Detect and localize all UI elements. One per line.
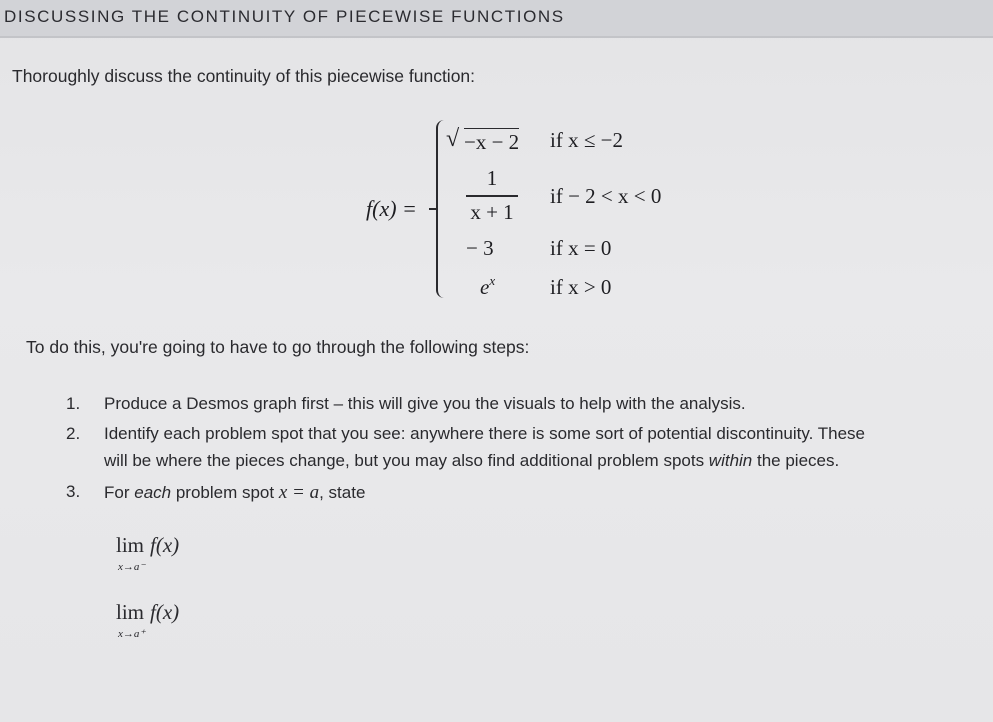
step-2-line-2: will be where the pieces change, but you may also find additional problem spots within the pieces.	[104, 451, 840, 470]
right-limit: lim f(x) x→a⁺	[116, 600, 180, 640]
step-3-number: 3.	[66, 482, 81, 501]
step-3-text: For each problem spot x = a, state	[104, 482, 366, 503]
case-1-radicand: −x − 2	[464, 130, 520, 154]
case-4-exponent: x	[489, 273, 496, 288]
step-1-text: Produce a Desmos graph first – this will give you the visuals to help with the analysis.	[104, 394, 746, 413]
step-1-number: 1.	[66, 394, 81, 413]
case-3-expression: − 3	[466, 236, 494, 260]
case-2-fraction	[466, 166, 518, 225]
step-2-number: 2.	[66, 424, 81, 443]
function-lhs: f(x) =	[366, 196, 417, 221]
case-4-condition: if x > 0	[550, 275, 612, 299]
case-4-base: e	[480, 275, 490, 299]
case-2-numerator: 1	[486, 166, 498, 190]
right-limit-subscript: x→a⁺	[118, 628, 146, 640]
case-2-denominator: x + 1	[470, 199, 514, 224]
case-1-condition: if x ≤ −2	[550, 128, 623, 152]
left-limit-subscript: x→a⁻	[118, 561, 146, 573]
case-3-condition: if x = 0	[550, 236, 612, 260]
step-2-line-1: Identify each problem spot that you see: anywhere there is some sort of potential discontinuity. These	[104, 424, 866, 443]
case-2-condition: if − 2 < x < 0	[550, 184, 662, 208]
page-title: DISCUSSING THE CONTINUITY OF PIECEWISE FUNCTIONS	[4, 7, 565, 26]
fraction-bar	[466, 195, 518, 197]
left-limit: lim f(x) x→a⁻	[116, 533, 180, 573]
instructions-text: To do this, you're going to have to go through the following steps:	[26, 337, 530, 357]
title-band	[0, 0, 993, 38]
sqrt-symbol-icon: √	[446, 126, 460, 152]
left-brace-tip	[429, 208, 438, 210]
case-4-expression	[480, 275, 495, 300]
intro-text: Thoroughly discuss the continuity of this piecewise function:	[12, 66, 476, 86]
